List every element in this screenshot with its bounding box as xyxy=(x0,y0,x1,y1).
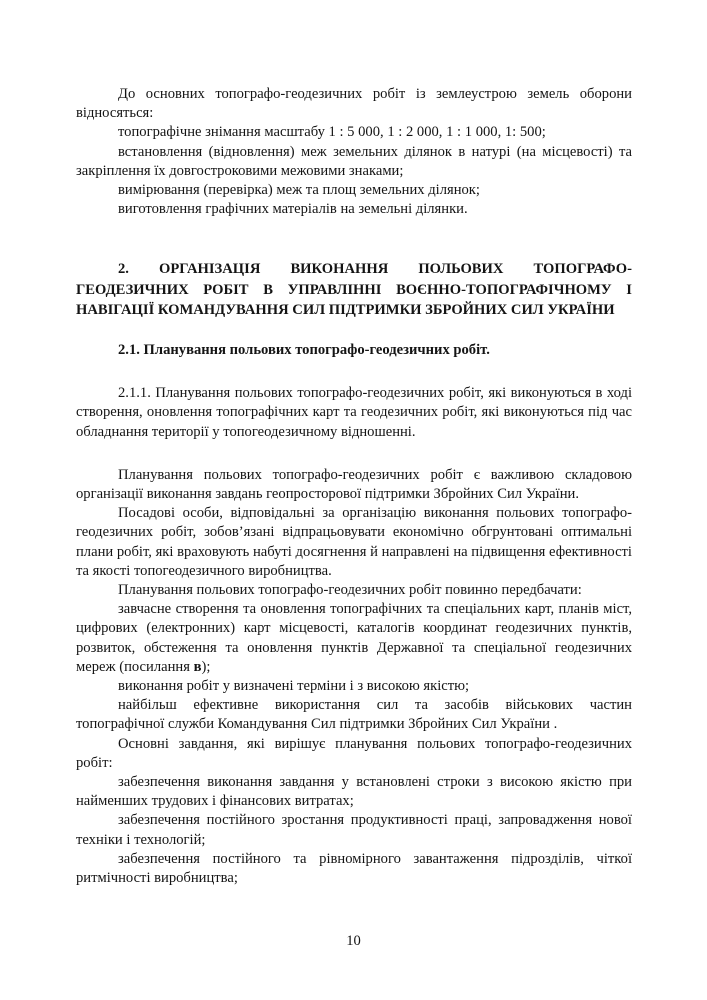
planning-list-item: найбільш ефективне використання сил та засобів військових частин топографічної служби Командування Сил підтримки Збройних Сил України . xyxy=(76,697,632,733)
subsection-heading: 2.1. Планування польових топографо-геодезичних робіт. xyxy=(118,341,490,358)
paragraph-planning-should: Планування польових топографо-геодезичних робіт повинно передбачати: xyxy=(118,581,582,598)
paragraph-2-1-1: 2.1.1. Планування польових топографо-геодезичних робіт, які виконуються в ході створення, оновлення топографічних карт та геодезичних робіт, які виконуються під час обладнання території у топогеодезичному відношенні. xyxy=(76,385,632,440)
task-list-item: забезпечення постійного зростання продуктивності праці, запровадження нової техніки і технологій; xyxy=(76,812,632,848)
task-list-item: забезпечення виконання завдання у встановлені строки з високою якістю при найменших трудових і фінансових витратах; xyxy=(76,773,632,810)
section-heading: 2. ОРГАНІЗАЦІЯ ВИКОНАННЯ ПОЛЬОВИХ ТОПОГРАФО-ГЕОДЕЗИЧНИХ РОБІТ В УПРАВЛІННІ ВОЄННО-ТОПОГРАФІЧНОМУ І НАВІГАЦІЇ КОМАНДУВАННЯ СИЛ ПІДТРИМКИ ЗБРОЙНИХ СИЛ УКРАЇНИ xyxy=(76,261,632,319)
task-list-item: забезпечення постійного та рівномірного завантаження підрозділів, чіткої ритмічності виробництва; xyxy=(76,850,632,886)
paragraph-importance: Планування польових топографо-геодезичних робіт є важливою складовою організації виконання завдань геопросторової підтримки Збройних Сил України. xyxy=(76,466,632,502)
intro-list-item: встановлення (відновлення) меж земельних ділянок в натурі (на місцевості) та закріплення їх довгостроковими межовими знаками; xyxy=(76,143,632,179)
planning-list-item: виконання робіт у визначені терміни і з високою якістю; xyxy=(118,677,470,694)
paragraph-officials: Посадові особи, відповідальні за організацію виконання польових топографо-геодезичних робіт, зобов’язані відпрацьовувати економічно обгрунтовані оптимальні плани робіт, які враховують набуті досягнення й направлені на підвищення ефективності та якості топогеодезичного виробництва. xyxy=(76,505,632,579)
page-content xyxy=(76,85,632,888)
planning-list-item-end: ); xyxy=(201,658,211,675)
intro-list-item: топографічне знімання масштабу 1 : 5 000, 1 : 2 000, 1 : 1 000, 1: 500; xyxy=(118,124,546,141)
page-number: 10 xyxy=(346,933,361,949)
paragraph-main-tasks: Основні завдання, які вирішує планування польових топографо-геодезичних робіт: xyxy=(76,735,632,771)
intro-paragraph: До основних топографо-геодезичних робіт із землеустрою земель оборони відносяться: xyxy=(76,86,632,122)
intro-list-item: вимірювання (перевірка) меж та площ земельних ділянок; xyxy=(118,182,480,199)
planning-list-item xyxy=(76,600,632,677)
reference-letter: в xyxy=(193,658,202,675)
planning-list-item-text: завчасне створення та оновлення топографічних та спеціальних карт, планів міст, цифрових (електронних) карт місцевості, каталогів координат геодезичних пунктів, розвиток, обстеження та оновлення пунктів Державної та спеціальної геодезичних мереж (посилання xyxy=(76,601,632,675)
intro-list-item: виготовлення графічних матеріалів на земельні ділянки. xyxy=(118,201,468,218)
